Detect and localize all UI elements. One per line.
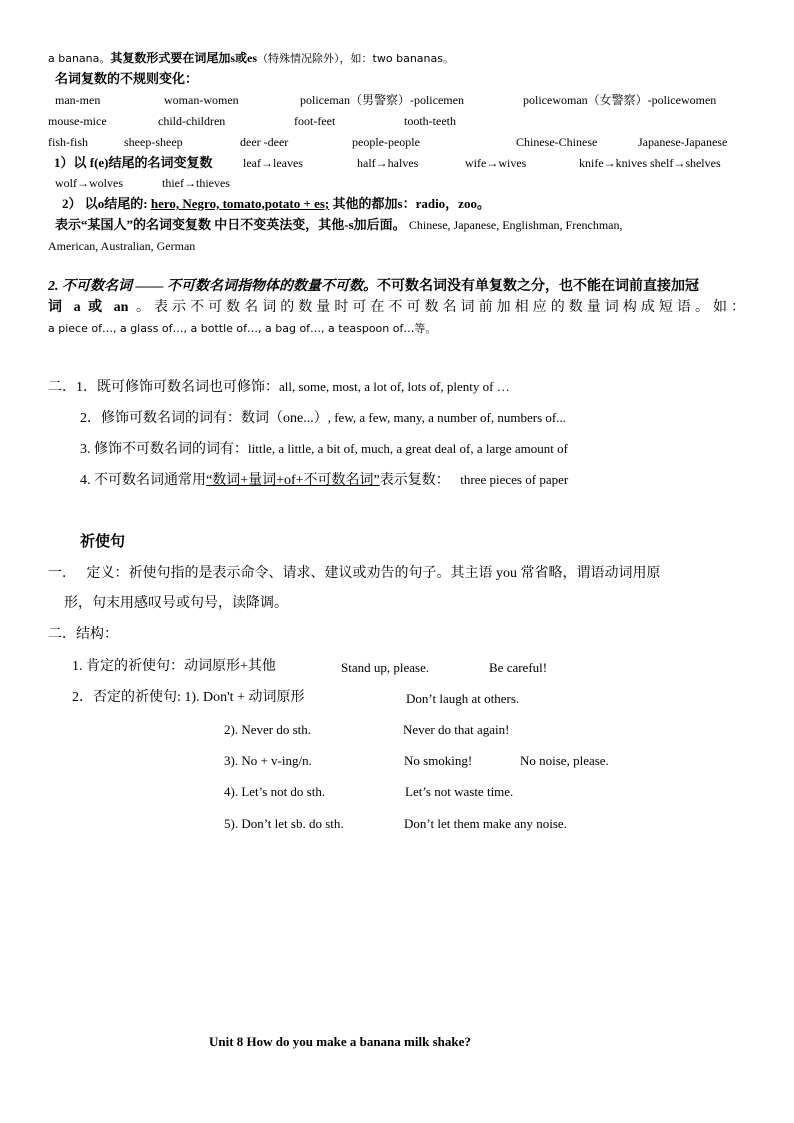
pair-row-3-item: fish-fish: [48, 135, 88, 149]
uncountable-head: 2. 不可数名词 —— 不可数名词指物体的数量不可数。: [48, 279, 377, 294]
uncountable-line-1: [48, 280, 699, 294]
nationality-examples: Chinese, Japanese, Englishman, Frenchman,: [408, 218, 623, 232]
fe-rule-item: wolf→wolves: [55, 176, 123, 190]
negative-pattern: 2). Never do sth.: [224, 722, 312, 737]
modifier-4-formula: “数词+量词+of+不可数名词”: [206, 473, 380, 488]
nationality-rule: 表示“某国人”的名词变复数 中日不变英法变，其他-s加后面。: [55, 217, 406, 232]
modifier-3-words: little, a little, a bit of, much, a great deal of, a large amount of: [248, 441, 568, 456]
negative-example: Don’t laugh at others.: [406, 691, 520, 706]
pair-row-2-item: tooth-teeth: [404, 114, 456, 128]
uncountable-rest: 不可数名词没有单复数之分，也不能在词前直接加冠: [377, 279, 699, 294]
o-rule-words: hero, Negro, tomato,potato + es;: [150, 196, 330, 211]
negative-example: Don’t let them make any noise.: [404, 816, 567, 831]
modifier-2-label: 2．修饰可数名词的词有：数词（one...）: [80, 411, 328, 426]
fe-rule-item: wife→wives: [465, 156, 527, 170]
modifier-4-label: 4. 不可数名词通常用: [80, 473, 206, 488]
o-rule-line: [62, 197, 490, 210]
modifier-4-suffix: 表示复数：: [379, 473, 450, 488]
fe-rule-item: thief→thieves: [162, 176, 230, 190]
pair-row-2-item: foot-feet: [294, 114, 336, 128]
fe-rule-title: 1）以 f(e)结尾的名词变复数: [54, 155, 213, 170]
fe-rule-item: leaf→leaves: [243, 156, 303, 170]
negative-example: Let’s not waste time.: [405, 784, 514, 799]
modifier-item-1: [48, 380, 510, 395]
negative-example: Never do that again!: [403, 722, 510, 737]
pair-row-3-item: people-people: [352, 135, 420, 149]
irregular-title: 名词复数的不规则变化：: [55, 71, 199, 86]
unit-title: Unit 8 How do you make a banana milk shake?: [209, 1034, 471, 1049]
negative-example: No noise, please.: [520, 753, 609, 768]
fe-rule-item: half→halves: [357, 156, 419, 170]
pair-row-3-item: sheep-sheep: [124, 135, 183, 149]
uncountable-line-2: [48, 301, 745, 315]
pair-row-3-item: deer -deer: [240, 135, 289, 149]
modifier-1-words: all, some, most, a lot of, lots of, plenty of …: [279, 379, 510, 394]
pair-row-1-item: policeman（男警察）-policemen: [300, 93, 464, 107]
definition-text: 定义：祈使句指的是表示命令、请求、建议或劝告的句子。其主语 you 常省略，谓语动词用原: [86, 566, 661, 581]
definition-num: 一．: [48, 566, 76, 581]
nationality-examples-2: American, Australian, German: [48, 239, 196, 253]
negative-pattern: 5). Don’t let sb. do sth.: [224, 816, 344, 831]
modifier-item-3: [80, 442, 568, 457]
imperative-title: 祈使句: [80, 534, 126, 550]
uncountable-l2-d: an: [113, 300, 129, 315]
negative-pattern: 4). Let’s not do sth.: [224, 784, 326, 799]
pair-row-2-item: child-children: [158, 114, 226, 128]
modifier-item-2: [80, 411, 566, 426]
plural-rule-line: [48, 52, 454, 64]
modifier-1-label: 1．既可修饰可数名词也可修饰：: [76, 380, 279, 395]
modifier-2-words: , few, a few, many, a number of, numbers of...: [327, 410, 566, 425]
pair-row-3-item: Chinese-Chinese: [516, 135, 598, 149]
uncountable-examples: a piece of…, a glass of…, a bottle of…, a bag of…, a teaspoon of…等。: [48, 322, 437, 335]
positive-example: Be careful!: [489, 660, 548, 675]
modifier-4-example: three pieces of paper: [460, 472, 569, 487]
pair-row-2-item: mouse-mice: [48, 114, 107, 128]
plural-rule-a: a banana。: [48, 52, 111, 65]
fe-rule-item: knife→knives shelf→shelves: [579, 156, 721, 170]
imperative-definition: [48, 567, 661, 581]
o-rule-suffix: 其他的都加s：radio，zoo。: [332, 196, 490, 211]
negative-pattern: 3). No + v-ing/n.: [224, 753, 312, 768]
pair-row-1-item: policewoman（女警察）-policewomen: [523, 93, 717, 107]
uncountable-l2-b: a: [73, 300, 81, 315]
plural-rule-c: （特殊情况除外），如：two bananas。: [257, 52, 454, 65]
uncountable-l2-e: 。表示不可数名词的数量时可在不可数名词前加相应的数量词构成短语。如：: [135, 300, 746, 315]
uncountable-l2-a: 词: [48, 300, 67, 315]
pair-row-1-item: woman-women: [164, 93, 239, 107]
positive-example: Stand up, please.: [341, 660, 430, 675]
plural-rule-b: 其复数形式要在词尾加s或es: [110, 51, 258, 65]
structure-title: 二．结构：: [48, 627, 118, 642]
nationality-line: [55, 218, 623, 231]
modifier-3-label: 3. 修饰不可数名词的词有：: [80, 442, 248, 457]
modifier-num: 二．: [48, 380, 76, 395]
negative-example: No smoking!: [404, 753, 473, 768]
pair-row-1-item: man-men: [55, 93, 101, 107]
negative-imperative-label: 2．否定的祈使句: 1). Don't + 动词原形: [72, 690, 305, 705]
definition-text-2: 形，句末用感叹号或句号，读降调。: [64, 596, 288, 611]
o-rule-prefix: 2） 以o结尾的:: [62, 196, 148, 211]
pair-row-3-item: Japanese-Japanese: [638, 135, 728, 149]
uncountable-l2-c: 或: [88, 300, 107, 315]
modifier-item-4: [80, 473, 568, 488]
positive-imperative-label: 1. 肯定的祈使句：动词原形+其他: [72, 659, 276, 674]
